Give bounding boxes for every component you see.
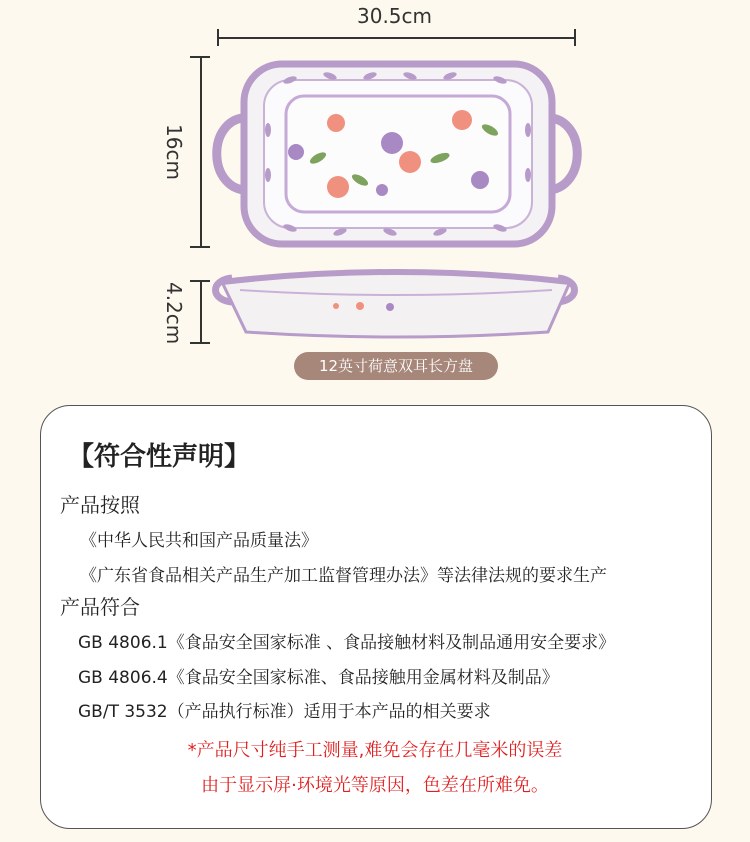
dish-top-view bbox=[217, 64, 578, 244]
color-note: 由于显示屏·环境光等原因，色差在所难免。 bbox=[201, 775, 549, 796]
dish-side-view bbox=[216, 272, 575, 337]
standard-line-2: GB 4806.4《食品安全国家标准、食品接触用金属材料及制品》 bbox=[78, 668, 559, 688]
width-dimension-label: 30.5cm bbox=[357, 4, 433, 28]
standard-line-3: GB/T 3532（产品执行标准）适用于本产品的相关要求 bbox=[78, 702, 491, 722]
depth-dimension-label: 16cm bbox=[162, 124, 186, 180]
section-heading-standard-conformity: 产品符合 bbox=[60, 595, 140, 619]
law-line-1: 《中华人民共和国产品质量法》 bbox=[80, 531, 318, 551]
product-caption: 12英寸荷意双耳长方盘 bbox=[294, 352, 498, 380]
height-dimension-label: 4.2cm bbox=[162, 282, 186, 345]
standard-line-1: GB 4806.1《食品安全国家标准 、食品接触材料及制品通用安全要求》 bbox=[78, 633, 616, 653]
measurement-note: *产品尺寸纯手工测量,难免会存在几毫米的误差 bbox=[187, 740, 563, 761]
compliance-title: 【符合性声明】 bbox=[68, 442, 251, 472]
product-illustration bbox=[0, 0, 750, 400]
law-line-2: 《广东省食品相关产品生产加工监督管理办法》等法律法规的要求生产 bbox=[80, 566, 607, 586]
section-heading-standard-basis: 产品按照 bbox=[60, 493, 140, 517]
